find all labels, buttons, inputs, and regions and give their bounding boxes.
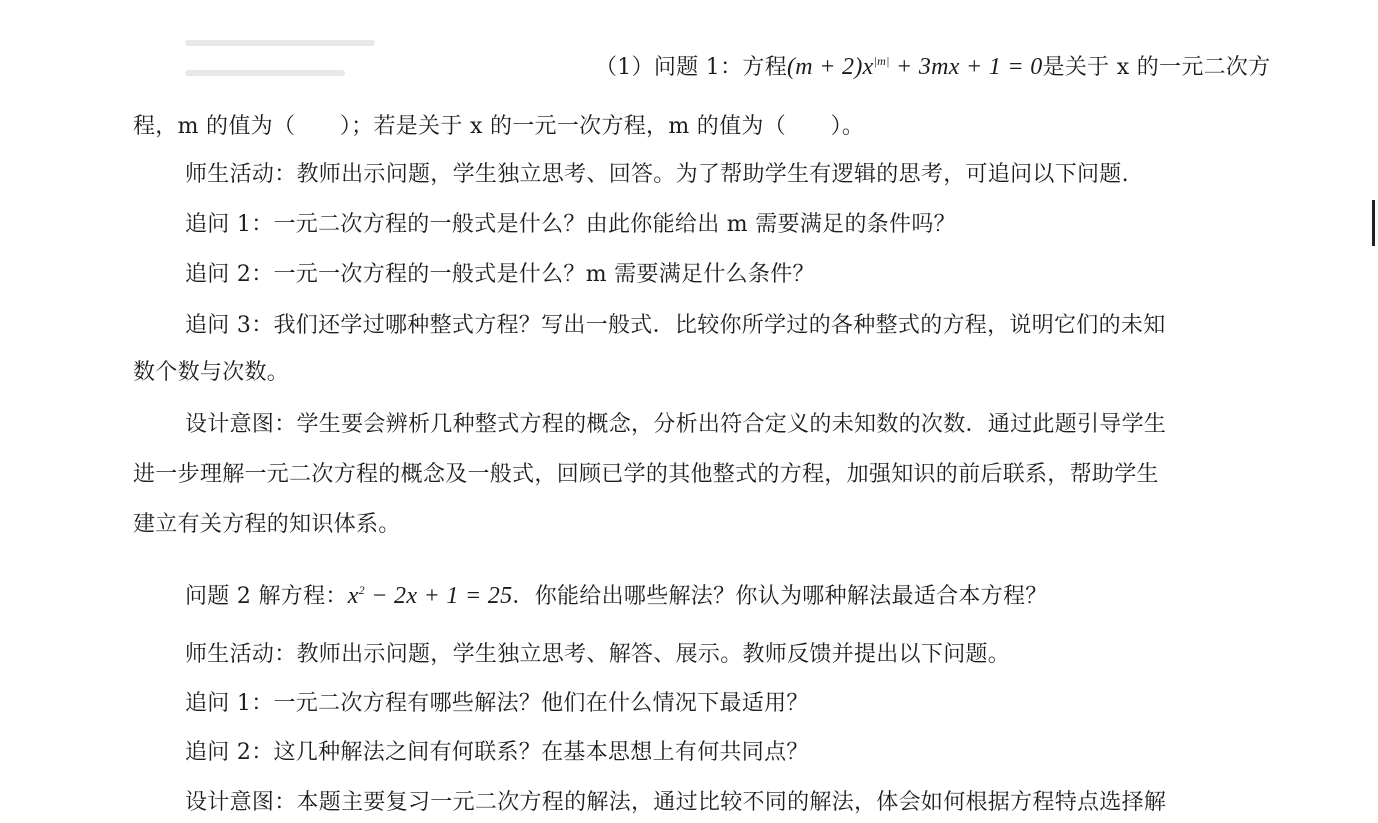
followup-1-3-continuation: 数个数与次数。 — [133, 360, 290, 385]
design-intent-1-line-2: 进一步理解一元二次方程的概念及一般式，回顾已学的其他整式的方程，加强知识的前后联系，帮助学生 — [133, 462, 1159, 487]
equation-2-rest: − 2x + 1 = 25 — [364, 583, 513, 609]
design-intent-1-line-3: 建立有关方程的知识体系。 — [133, 512, 401, 537]
followup-2-2: 追问 2：这几种解法之间有何联系？在基本思想上有何共同点？ — [185, 740, 809, 765]
question-2-tail: ．你能给出哪些解法？你认为哪种解法最适合本方程？ — [512, 584, 1048, 609]
question-1-line — [595, 46, 1271, 83]
followup-2-1: 追问 1：一元二次方程有哪些解法？他们在什么情况下最适用？ — [185, 691, 809, 716]
design-intent-1: 设计意图：学生要会辨析几种整式方程的概念，分析出符合定义的未知数的次数．通过此题引导学生 — [185, 412, 1167, 437]
question-2-label: 问题 2 解方程： — [185, 584, 348, 609]
scan-edge-mark — [1372, 200, 1375, 246]
scan-smudge — [185, 70, 345, 76]
equation-1 — [787, 54, 1043, 80]
equation-1-base: (m + 2)x — [787, 54, 874, 80]
design-intent-2: 设计意图：本题主要复习一元二次方程的解法，通过比较不同的解法，体会如何根据方程特点选择解 — [185, 790, 1167, 815]
equation-2-exponent: 2 — [358, 583, 365, 597]
followup-1-3: 追问 3：我们还学过哪种整式方程？写出一般式．比较你所学过的各种整式的方程，说明它们的未知 — [185, 313, 1166, 338]
scan-smudge — [185, 40, 375, 46]
equation-1-rest: + 3mx + 1 = 0 — [889, 54, 1043, 80]
question-1-continuation: 程，m 的值为（ ）；若是关于 x 的一元一次方程，m 的值为（ ）。 — [133, 114, 865, 139]
equation-1-exponent: |m| — [873, 54, 890, 68]
activity-1: 师生活动：教师出示问题，学生独立思考、回答。为了帮助学生有逻辑的思考，可追问以下问题. — [185, 162, 1129, 187]
equation-2 — [348, 583, 513, 609]
followup-1-1: 追问 1：一元二次方程的一般式是什么？由此你能给出 m 需要满足的条件吗？ — [185, 212, 956, 237]
question-1-label: （1）问题 1：方程 — [595, 55, 787, 80]
question-1-tail: 是关于 x 的一元二次方 — [1042, 55, 1271, 80]
followup-1-2: 追问 2：一元一次方程的一般式是什么？m 需要满足什么条件？ — [185, 262, 815, 287]
activity-2: 师生活动：教师出示问题，学生独立思考、解答、展示。教师反馈并提出以下问题。 — [185, 642, 1011, 667]
equation-2-base: x — [347, 583, 359, 609]
question-2-line — [185, 575, 1048, 612]
